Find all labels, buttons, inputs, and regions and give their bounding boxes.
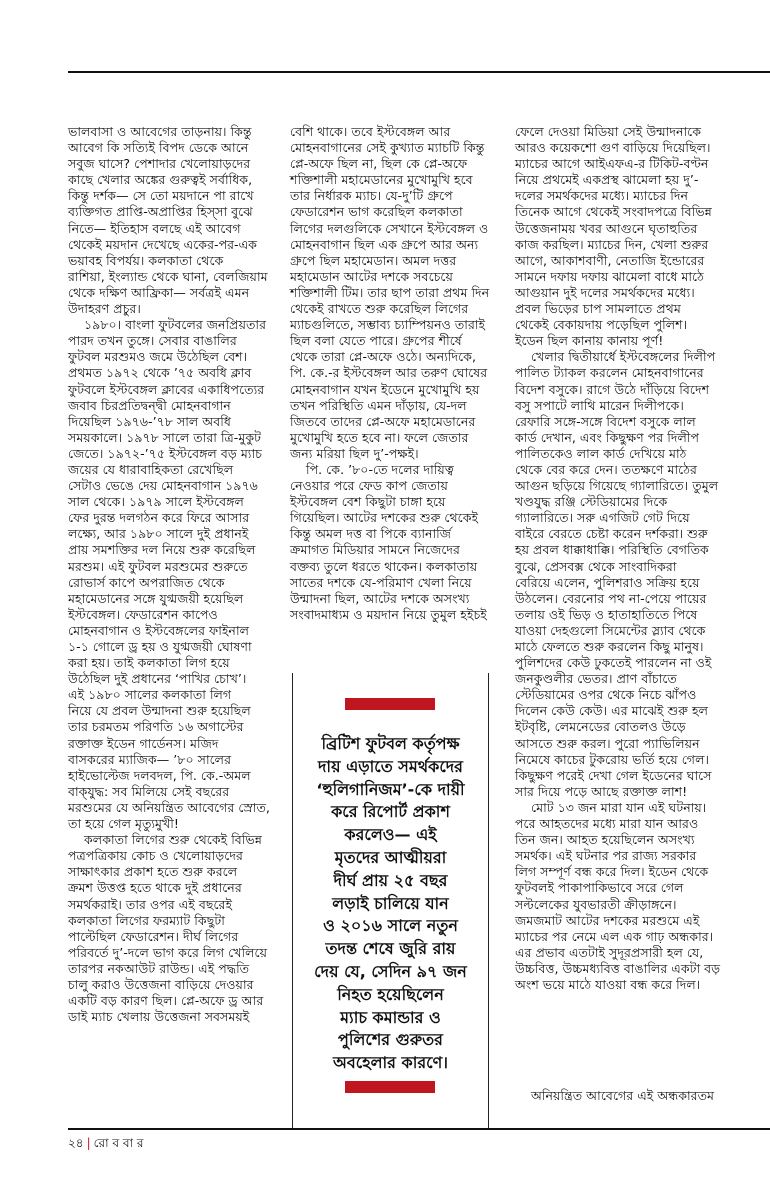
text-line: থেকেই রাখতে শুরু করেছিল লিগের [290, 301, 469, 317]
pullquote-line: ম্যাচ কমান্ডার ও [340, 1007, 441, 1027]
pullquote-top-accent [345, 698, 435, 710]
text-line: চালু করাও উত্তেজনা বাড়িয়ে দেওয়ার [68, 976, 254, 992]
text-line: ব্যক্তিগত প্রাপ্তি-অপ্রাপ্তির হিস্‌সা বুঝে [68, 204, 253, 220]
text-line: ফের দুরন্ত দলগঠন করে ফিরে আসার [68, 510, 250, 526]
text-line: মোহনবাগান ছিল এক গ্রুপে আর অন্য [290, 236, 479, 252]
text-line: ১৯৮০। বাংলা ফুটবলের জনপ্রিয়তার [84, 317, 267, 333]
pullquote-text [293, 733, 488, 1075]
text-line: খেলার দ্বিতীয়ার্ধে ইস্টবেঙ্গলের দিলীপ [531, 349, 716, 365]
text-line: জনকুণ্ডলীর ভেতর। প্রাণ বাঁচাতে [515, 671, 677, 687]
text-line: নেওয়ার পরে ফেড কাপ জেতায় [290, 478, 448, 494]
text-line: গ্যালারিতে। সরু এগজিট গেট দিয়ে [515, 510, 690, 526]
text-line: পি. কে.-র ইস্টবেঙ্গল আর তরুণ ঘোষের [290, 365, 488, 381]
text-line: তার চরমতম পরিণতি ১৬ অগাস্টের [68, 719, 244, 735]
text-line: কলকাতা লিগের ফরম্যাট কিছুটা [68, 912, 225, 928]
text-line: উন্মাদনা ছিল, আটের দশকে অসংখ্য [290, 590, 470, 606]
pullquote-bottom-accent [345, 1081, 435, 1093]
text-line: থেকে তারা প্লে-অফে ওঠে। অন্যদিকে, [290, 349, 476, 365]
text-line: সাল থেকে। ১৯৭৯ সালে ইস্টবেঙ্গল [68, 494, 244, 510]
text-line: নিমেষে কাচের টুকরোয় ভর্তি হয়ে গেল। [515, 751, 709, 767]
pullquote-line: ব্রিটিশ ফুটবল কর্তৃপক্ষ [321, 734, 460, 753]
text-line: এই ১৯৮০ সালের কলকাতা লিগ [68, 687, 232, 703]
text-line: উচ্চবিত্ত, উচ্চমধ্যবিত্ত বাঙালির একটা বড় [515, 960, 721, 976]
text-line: নিয়ে প্রথমেই একপ্রস্থ ঝামেলা হয় দু’- [515, 172, 699, 188]
text-line: বাক্‌যুদ্ধ: সব মিলিয়ে সেই বছরের [68, 783, 230, 799]
text-line: ইটবৃষ্টি, লেমনেডের বোতলও উড়ে [515, 719, 686, 735]
text-line: কার্ড দেখান, এবং কিছুক্ষণ পর দিলীপ [515, 429, 700, 445]
text-line: জিতবে তাদের প্লে-অফে মহামেডানের [290, 413, 476, 429]
text-line: ফুটবল মরশুমও জমে উঠেছিল বেশ। [68, 349, 248, 365]
text-line: করা হয়। তাই কলকাতা লিগ হয়ে [68, 655, 230, 671]
text-line: একটি বড় কারণ ছিল। প্লে-অফে ড্র আর [68, 993, 264, 1009]
text-line: উঠেছিল দুই প্রধানের ‘পাখির চোখ’। [68, 671, 247, 687]
text-line: লক্ষ্যে, আর ১৯৮০ সালে দুই প্রধানই [68, 526, 249, 542]
text-line: বেরিয়ে এলেন, পুলিশরাও সক্রিয় হয়ে [515, 574, 700, 590]
text-line: প্লে-অফে ছিল না, ছিল কে প্লে-অফে [290, 156, 468, 172]
text-line: বাইরে বেরতে চেষ্টা করেন দর্শকরা। শুরু [515, 526, 708, 542]
text-line: থেকে দক্ষিণ আফ্রিকা— সর্বত্রই এমন [68, 284, 250, 300]
pullquote-line: পুলিশের গুরুতর [338, 1030, 443, 1050]
text-line: ভয়াবহ বিপর্যয়। কলকাতা থেকে [68, 252, 224, 268]
text-line: পি. কে. ’৮০-তে দলের দায়িত্ব [306, 461, 454, 477]
text-line: উদাহরণ প্রচুর। [68, 301, 141, 317]
text-line: বক্তব্য তুলে ধরতে থাকেন। কলকাতায় [290, 558, 478, 574]
pullquote-line: নিহত হয়েছিলেন [337, 984, 444, 1004]
text-line: আগুয়ান দুই দলের সমর্থকদের মধ্যে। [515, 284, 695, 300]
text-line: ইডেন ছিল কানায় কানায় পূর্ণ! [515, 333, 664, 349]
text-line: থেকে বের করে দেন। ততক্ষণে মাঠের [515, 461, 697, 477]
text-line: ভালবাসা ও আবেগের তাড়নায়। কিন্তু [68, 124, 252, 139]
article-column-1 [68, 124, 282, 1025]
pullquote-line: ‘হুলিগানিজম’-কে দায়ী [316, 779, 465, 799]
text-line: সমর্থকরাই। তার ওপর এই বছরেই [68, 896, 233, 912]
text-line: কাজ করছিল। ম্যাচের দিন, খেলা শুরুর [515, 236, 709, 252]
text-line: থেকেই ময়দান দেখেছে একের-পর-এক [68, 236, 257, 252]
text-line: অংশ ভয়ে মাঠে যাওয়া বন্ধ করে দিল। [515, 976, 701, 992]
text-line: মরশুমের যে অনিয়ন্ত্রিত আবেগের স্রোত, [68, 799, 270, 815]
text-line: সার দিয়ে পড়ে আছে রক্তাক্ত লাশ! [515, 783, 688, 799]
text-line: ফুটবলে ইস্টবেঙ্গল ক্লাবের একাধিপত্যের [68, 381, 265, 397]
text-line: সাক্ষাৎকার প্রকাশ হতে শুরু করলে [68, 864, 238, 880]
text-line: কিন্তু দর্শক— সে তো ময়দানে পা রাখে [68, 188, 254, 204]
text-line: পাল্টেছিল ফেডারেশন। দীর্ঘ লিগের [68, 928, 239, 944]
page-number: ২৪ [68, 1136, 84, 1150]
text-line: সংবাদমাধ্যম ও ময়দান নিয়ে তুমুল হইচই [290, 606, 487, 622]
pullquote-line: তদন্ত শেষে জুরি রায় [325, 939, 456, 959]
continued-heading: অনিয়ন্ত্রিত আবেগের এই অন্ধকারতম [530, 1088, 715, 1103]
text-line: নিতে— ইতিহাস বলছে এই আবেগ [68, 220, 241, 236]
text-line: সবুজ ঘাসে? পেশাদার খেলোয়াড়দের [68, 156, 251, 172]
publication-name: রো ব বা র [93, 1136, 144, 1150]
pullquote-line: করলেও— এই [344, 825, 437, 845]
pullquote-line: দীর্ঘ প্রায় ২৫ বছর [333, 870, 448, 890]
text-line: স্টেডিয়ামের ওপর থেকে নিচে ঝাঁপও [515, 687, 697, 703]
text-line: বসু সপাটে লাথি মারেন দিলীপকে। [515, 397, 684, 413]
top-rule [68, 71, 770, 73]
text-line: শক্তিশালী টিম। তার ছাপ তারা প্রথম দিন [290, 284, 490, 300]
pullquote-line: লড়াই চালিয়ে যান [332, 893, 449, 913]
text-line: ম্যাচের আগে আইএফএ-র টিকিট-বণ্টন [515, 156, 709, 172]
text-line: প্রায় সমশক্তির দল নিয়ে শুরু করেছিল [68, 542, 256, 558]
text-line: তার নির্ধারক ম্যাচ। যে-দু’টি গ্রুপে [290, 188, 453, 204]
text-line: আবেগ কি সত্যিই বিপদ ডেকে আনে [68, 140, 249, 156]
text-line: আরও কয়েকশো গুণ বাড়িয়ে দিয়েছিল। [515, 140, 711, 156]
text-line: পরিবর্তে দু’-দলে ভাগ করে লিগ খেলিয়ে [68, 944, 268, 960]
text-line: হয় প্রবল ধাক্কাধাক্কি। পরিস্থিতি বেগতিক [515, 542, 709, 558]
text-line: গ্রুপে ছিল মহামেডান। অমল দত্তর [290, 252, 457, 268]
text-line: সল্টলেকের যুবভারতী ক্রীড়াঙ্গনে। [515, 896, 677, 912]
text-line: ম্যাচগুলিতে, সম্ভাব্য চ্যাম্পিয়নও তারাই [290, 317, 486, 333]
text-line: জয়ের যে ধারাবাহিকতা রেখেছিল [68, 461, 234, 477]
text-line: প্রবল ভিড়ের চাপ সামলাতে প্রথম [515, 301, 681, 317]
text-line: তিনেক আগে থেকেই সংবাদপত্রে বিভিন্ন [515, 204, 712, 220]
text-line: মহামেডান আটের দশকে সবচেয়ে [290, 268, 453, 284]
text-line: রাশিয়া, ইংল্যান্ড থেকে ঘানা, বেলজিয়াম [68, 268, 268, 284]
text-line: মাঠে ফেলতে শুরু করলেন কিছু মানুষ। [515, 639, 704, 654]
text-line: মোট ১৩ জন মারা যান এই ঘটনায়। [531, 799, 707, 815]
text-line: ক্রমাগত মিডিয়ার সামনে নিজেদের [290, 542, 460, 558]
text-line: বুঝে, প্রেসবক্স থেকে সাংবাদিকরা [515, 558, 677, 574]
text-line: মহামেডানের সঙ্গে যুগ্মজয়ী হয়েছিল [68, 590, 244, 606]
pullquote-line: ও ২০১৬ সালে নতুন [323, 916, 458, 936]
text-line: কিন্তু অমল দত্ত বা পিকে ব্যানার্জি [290, 526, 452, 542]
text-line: মোহনবাগান ও ইস্টবেঙ্গলের ফাইনাল [68, 622, 249, 638]
text-line: মুখোমুখি হতে হবে না। ফলে জেতার [290, 429, 469, 445]
text-line: পারদ তখন তুঙ্গে। সেবার বাঙালির [68, 333, 237, 349]
pullquote-line: করে রিপোর্ট প্রকাশ [331, 802, 450, 822]
text-line: লিগ সম্পূর্ণ বন্ধ করে দিল। ইডেন থেকে [515, 864, 709, 880]
text-line: জন্য মরিয়া ছিল দু’-পক্ষই। [290, 445, 419, 461]
text-line: কাছে খেলার অঙ্কের গুরুত্বই সর্বাধিক, [68, 172, 253, 188]
text-line: মরশুম। এই ফুটবল মরশুমের শুরুতে [68, 558, 248, 574]
text-line: সেটাও ভেঙে দেয় মোহনবাগান ১৯৭৬ [68, 478, 258, 494]
text-line: শক্তিশালী মহামেডানের মুখোমুখি হবে [290, 172, 473, 188]
text-line: লিগের দলগুলিকে সেখানে ইস্টবেঙ্গল ও [290, 220, 489, 236]
text-line: পুলিশদের কেউ ঢুকতেই পারলেন না ওই [515, 655, 712, 671]
pullquote-line: দেয় যে, সেদিন ৯৭ জন [314, 961, 467, 981]
pullquote-line: দায় এড়াতে সমর্থকদের [318, 756, 463, 776]
text-line: জেতে। ১৯৭২-’৭৫ ইস্টবেঙ্গল বড় ম্যাচ [68, 445, 262, 461]
text-line: ক্রমশ উত্তপ্ত হতে থাকে দুই প্রধানের [68, 880, 242, 896]
text-line: উত্তেজনাময় খবর আগুনে ঘৃতাহুতির [515, 220, 698, 236]
text-line: ডাই ম্যাচ খেলায় উত্তেজনা সবসময়ই [68, 1009, 250, 1025]
text-line: বাসকরের ম্যাজিক— ’৮০ সালের [68, 751, 231, 767]
pullquote-box [292, 673, 489, 1128]
text-line: পত্রপত্রিকায় কোচ ও খেলোয়াড়দের [68, 848, 243, 864]
text-line: পরে আহতদের মধ্যে মারা যান আরও [515, 816, 699, 832]
article-column-3 [515, 124, 730, 993]
text-line: ইস্টবেঙ্গল বেশ কিছুটা চাঙ্গা হয়ে [290, 494, 446, 510]
text-line: হাইভোল্টেজ দলবদল, পি. কে.-অমল [68, 767, 251, 783]
text-line: ফেডারেশন ভাগ করেছিল কলকাতা [290, 204, 463, 220]
text-line: আসতে শুরু করল। পুরো প্যাভিলিয়ন [515, 735, 700, 751]
text-line: বেশি থাকে। তবে ইস্টবেঙ্গল আর [290, 124, 451, 139]
text-line: ফুটবলই পাকাপাকিভাবে সরে গেল [515, 880, 684, 896]
text-line: পালিতকেও লাল কার্ড দেখিয়ে মাঠ [515, 445, 687, 461]
footer-separator: | [86, 1136, 91, 1150]
text-line: মোহনবাগান যখন ইডেনে মুখোমুখি হয় [290, 381, 480, 397]
text-line: উঠলেন। বেরনোর পথ না-পেয়ে পায়ের [515, 590, 707, 606]
text-line: রেফারি সঙ্গে-সঙ্গে বিদেশ বসুকে লাল [515, 413, 696, 429]
text-line: তা হয়ে গেল মৃত্যুমুখী! [68, 816, 179, 832]
text-line: সময়কালে। ১৯৭৮ সালে তারা ত্রি-মুকুট [68, 429, 262, 445]
text-line: ম্যাচের পর নেমে এল এক গাঢ় অন্ধকার। [515, 928, 714, 944]
text-line: কলকাতা লিগের শুরু থেকেই বিভিন্ন [84, 832, 262, 848]
text-line: তখন পরিস্থিতি এমন দাঁড়ায়, যে-দল [290, 397, 467, 413]
text-line: এর প্রভাব এতটাই সুদূরপ্রসারী হল যে, [515, 944, 704, 960]
text-line: জমজমাট আটের দশকের মরশুমে এই [515, 912, 700, 928]
text-line: দিয়েছিল ১৯৭৬-’৭৮ সাল অবধি [68, 413, 231, 429]
text-line: কিছুক্ষণ পরেই দেখা গেল ইডেনের ঘাসে [515, 767, 712, 783]
text-line: দিলেন কেউ কেউ। এর মাঝেই শুরু হল [515, 703, 708, 719]
text-line: রক্তাক্ত ইডেন গার্ডেনস। মজিদ [68, 735, 219, 751]
page-footer [68, 1135, 143, 1155]
text-line: খণ্ডযুদ্ধ রঞ্জি স্টেডিয়ামের দিকে [515, 494, 668, 510]
text-line: প্রথমত ১৯৭২ থেকে ’৭৫ অবধি ক্লাব [68, 365, 252, 381]
article-column-2 [290, 124, 496, 623]
text-line: তারপর নকআউট রাউন্ড। এই পদ্ধতি [68, 960, 250, 976]
text-line: সামনে দফায় দফায় ঝামেলা বাধে মাঠে [515, 268, 704, 284]
text-line: রোভার্স কাপে অপরাজিত থেকে [68, 574, 225, 590]
text-line: ছিল বলা যেতে পারে। গ্রুপের শীর্ষে [290, 333, 462, 349]
text-line: নিয়ে যে প্রবল উন্মাদনা শুরু হয়েছিল [68, 703, 251, 719]
text-line: সমর্থক। এই ঘটনার পর রাজ্য সরকার [515, 848, 697, 864]
text-line: বিদেশ বসুকে। রাগে উঠে দাঁড়িয়ে বিদেশ [515, 381, 710, 397]
text-line: সাতের দশকে যে-পরিমাণ খেলা নিয়ে [290, 574, 472, 590]
pullquote-line: অবহেলার কারণে। [333, 1053, 448, 1073]
text-line: আগুন ছড়িয়ে গিয়েছে গ্যালারিতে। তুমুল [515, 478, 719, 494]
text-line: আগে, আকাশবাণী, নেতাজি ইন্ডোরের [515, 252, 705, 268]
text-line: ফেলে দেওয়া মিডিয়া সেই উন্মাদনাকে [515, 124, 702, 139]
text-line: মোহনবাগানের সেই কুখ্যাত ম্যাচটি কিন্তু [290, 140, 485, 156]
text-line: তলায় ওই ভিড় ও হাতাহাতিতে পিষে [515, 606, 698, 622]
text-line: পালিত ট্যাকল করলেন মোহনবাগানের [515, 365, 704, 381]
text-line: ১-১ গোলে ড্র হয় ও যুগ্মজয়ী ঘোষণা [68, 639, 252, 654]
text-line: ইস্টবেঙ্গল। ফেডারেশন কাপেও [68, 606, 218, 622]
text-line: যাওয়া দেহগুলো সিমেন্টের স্ল্যাব থেকে [515, 622, 706, 638]
text-line: গিয়েছিল। আটের দশকের শুরু থেকেই [290, 510, 479, 526]
text-line: থেকেই বেকায়দায় পড়েছিল পুলিশ। [515, 317, 688, 333]
text-line: দলের সমর্থকদের মধ্যে। ম্যাচের দিন [515, 188, 688, 204]
pullquote-line: মৃতদের আত্মীয়রা [334, 847, 447, 867]
bottom-rule [68, 1128, 770, 1130]
text-line: তিন জন। আহত হয়েছিলেন অসংখ্য [515, 832, 695, 848]
text-line: জবাব চিরপ্রতিদ্বন্দ্বী মোহনবাগান [68, 397, 231, 413]
